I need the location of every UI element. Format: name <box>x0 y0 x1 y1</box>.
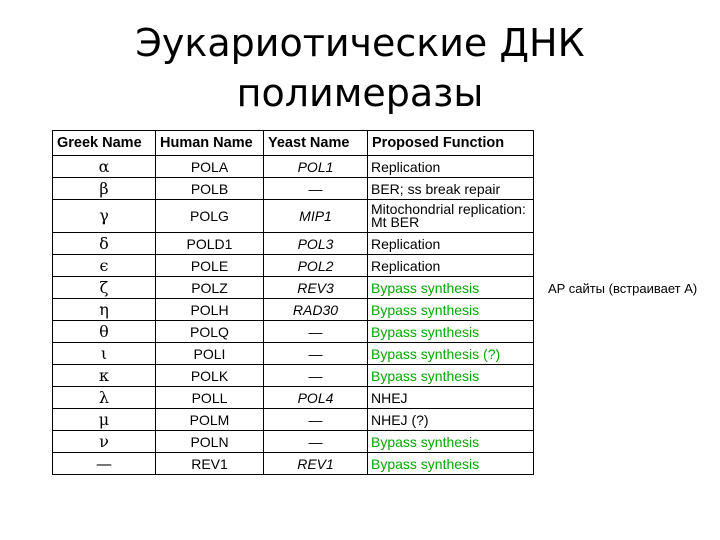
table-row <box>53 321 534 343</box>
proposed-function-cell: Bypass synthesis <box>368 321 534 343</box>
table-row <box>53 409 534 431</box>
yeast-name-cell: — <box>264 178 368 200</box>
greek-name-cell: ι <box>53 343 156 365</box>
proposed-function-cell: Replication <box>368 156 534 178</box>
proposed-function-cell: NHEJ <box>368 387 534 409</box>
table-row <box>53 299 534 321</box>
human-name-cell: POLD1 <box>156 233 264 255</box>
proposed-function-cell: Mitochondrial replication: Mt BER <box>368 200 534 233</box>
table-row <box>53 343 534 365</box>
header-yeast-name: Yeast Name <box>264 131 368 156</box>
table-row <box>53 431 534 453</box>
proposed-function-cell: Bypass synthesis <box>368 365 534 387</box>
yeast-name-cell: REV3 <box>264 277 368 299</box>
table-row <box>53 387 534 409</box>
ap-sites-note: AP сайты (встраивает A) <box>548 281 698 296</box>
greek-name-cell: θ <box>53 321 156 343</box>
human-name-cell: POLI <box>156 343 264 365</box>
proposed-function-cell: Bypass synthesis <box>368 277 534 299</box>
header-greek-name: Greek Name <box>53 131 156 156</box>
human-name-cell: POLM <box>156 409 264 431</box>
slide-title-line2: полимеразы <box>236 71 484 115</box>
greek-name-cell: κ <box>53 365 156 387</box>
yeast-name-cell: POL4 <box>264 387 368 409</box>
yeast-name-cell: — <box>264 431 368 453</box>
table-body <box>53 156 534 475</box>
table-header-row <box>53 131 534 156</box>
proposed-function-cell: Bypass synthesis <box>368 453 534 475</box>
human-name-cell: POLZ <box>156 277 264 299</box>
human-name-cell: REV1 <box>156 453 264 475</box>
table-row <box>53 255 534 277</box>
table-row <box>53 233 534 255</box>
yeast-name-cell: — <box>264 321 368 343</box>
greek-name-cell: ν <box>53 431 156 453</box>
proposed-function-cell: BER; ss break repair <box>368 178 534 200</box>
human-name-cell: POLB <box>156 178 264 200</box>
table-row <box>53 200 534 233</box>
human-name-cell: POLK <box>156 365 264 387</box>
proposed-function-cell: Replication <box>368 255 534 277</box>
greek-name-cell: — <box>53 453 156 475</box>
yeast-name-cell: REV1 <box>264 453 368 475</box>
greek-name-cell: δ <box>53 233 156 255</box>
yeast-name-cell: — <box>264 343 368 365</box>
proposed-function-cell: Bypass synthesis (?) <box>368 343 534 365</box>
proposed-function-cell: NHEJ (?) <box>368 409 534 431</box>
greek-name-cell: γ <box>53 200 156 233</box>
yeast-name-cell: MIP1 <box>264 200 368 233</box>
proposed-function-cell: Replication <box>368 233 534 255</box>
human-name-cell: POLL <box>156 387 264 409</box>
polymerase-table <box>52 130 534 475</box>
greek-name-cell: α <box>53 156 156 178</box>
yeast-name-cell: POL2 <box>264 255 368 277</box>
yeast-name-cell: POL3 <box>264 233 368 255</box>
yeast-name-cell: RAD30 <box>264 299 368 321</box>
human-name-cell: POLN <box>156 431 264 453</box>
proposed-function-cell: Bypass synthesis <box>368 431 534 453</box>
table-row <box>53 365 534 387</box>
yeast-name-cell: POL1 <box>264 156 368 178</box>
human-name-cell: POLA <box>156 156 264 178</box>
table-row <box>53 156 534 178</box>
proposed-function-cell: Bypass synthesis <box>368 299 534 321</box>
greek-name-cell: ζ <box>53 277 156 299</box>
header-human-name: Human Name <box>156 131 264 156</box>
human-name-cell: POLG <box>156 200 264 233</box>
human-name-cell: POLH <box>156 299 264 321</box>
table-row <box>53 277 534 299</box>
slide-title <box>0 18 720 118</box>
table-row <box>53 178 534 200</box>
yeast-name-cell: — <box>264 365 368 387</box>
greek-name-cell: μ <box>53 409 156 431</box>
table-row <box>53 453 534 475</box>
yeast-name-cell: — <box>264 409 368 431</box>
greek-name-cell: ϵ <box>53 255 156 277</box>
human-name-cell: POLE <box>156 255 264 277</box>
slide-title-line1: Эукариотические ДНК <box>135 21 585 65</box>
header-proposed-function: Proposed Function <box>368 131 534 156</box>
greek-name-cell: η <box>53 299 156 321</box>
greek-name-cell: β <box>53 178 156 200</box>
greek-name-cell: λ <box>53 387 156 409</box>
human-name-cell: POLQ <box>156 321 264 343</box>
